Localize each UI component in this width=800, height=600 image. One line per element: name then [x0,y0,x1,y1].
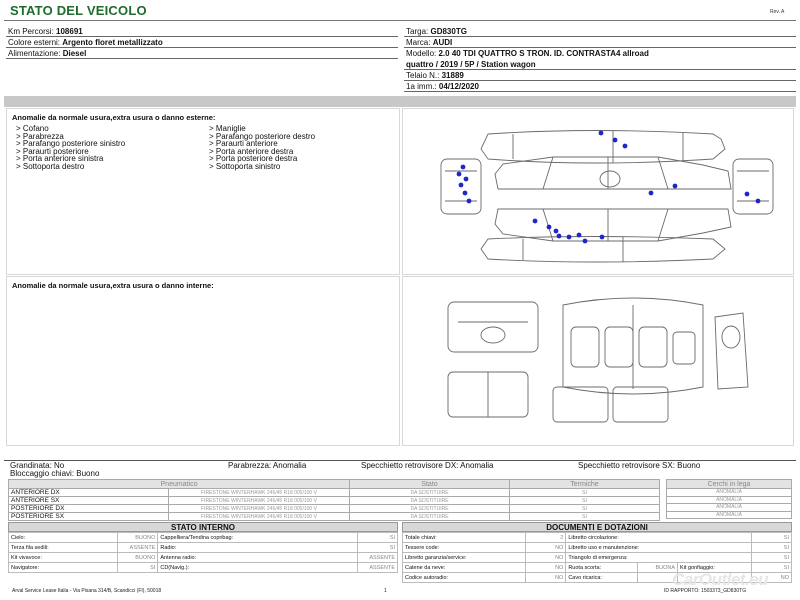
footer-page-number: 1 [384,588,387,594]
damage-item: > Sottoporta sinistro [209,161,281,171]
documenti-title: DOCUMENTI E DOTAZIONI [402,522,792,532]
external-damage-list-2 [209,125,399,170]
table-row [9,563,398,573]
cell-label: Totale chiavi: [403,533,526,543]
damage-item: > Sottoporta destro [16,161,85,171]
title-divider [4,20,796,21]
specchietto-sx-text: Specchietto retrovisore SX: Buono [578,461,701,470]
section-separator-bar [4,96,796,107]
tires-header-row [9,480,660,489]
telaio-label: Telaio N.: [406,71,440,80]
immatricolazione-value: 04/12/2020 [438,82,479,91]
tire-stato: DA SOSTITUIRE [350,497,510,505]
damage-item: > Parafango posteriore destro [209,131,316,141]
table-row [9,505,660,513]
cell-value: NO [526,563,566,573]
marca-value: AUDI [432,38,453,47]
tire-model: FIRESTONE WINTERHAWK 245/45 R18 000/100 V [169,513,350,521]
colore-row [6,37,398,48]
modello-row-2 [404,59,796,70]
interior-console [715,313,748,389]
tires-header-pneumatico: Pneumatico [9,480,350,489]
specchietto-dx-text: Specchietto retrovisore DX: Anomalia [361,461,494,470]
table-row [667,496,792,504]
cell-value: 2 [526,533,566,543]
tires-table [8,479,660,521]
external-car-diagram-panel [402,108,794,275]
table-row [9,489,660,497]
cell-label: Antenna radio: [158,553,358,563]
targa-label: Targa: [406,27,429,36]
telaio-row [404,70,796,81]
damage-item: > Paraurti posteriore [16,146,89,156]
cell-value: SI [752,563,792,573]
cell-value: ASSENTE [118,543,158,553]
bloccaggio-text: Bloccaggio chiavi: Buono [10,469,100,478]
cell-label: Cappelliera/Tendina copribag: [158,533,358,543]
revision-label: Rev. A [770,9,785,15]
cell-label: Kit vivavoce: [9,553,118,563]
modello-label: Modello: [406,49,437,58]
immatricolazione-label: 1a imm.: [406,82,437,91]
marca-label: Marca: [406,38,431,47]
table-row [9,553,398,563]
cell-value: SI [118,563,158,573]
colore-value: Argento floret metallizzato [62,38,163,47]
stato-interno-table [8,532,398,573]
tire-position: ANTERIORE DX [9,489,169,497]
damage-item: > Cofano [16,124,49,133]
stato-interno-title: STATO INTERNO [8,522,398,532]
table-row [9,543,398,553]
cerchi-value: ANOMALIA [667,489,792,497]
cell-label: Ruota scorta: [566,563,638,573]
table-row [9,497,660,505]
cerchi-table [666,479,792,519]
alimentazione-value: Diesel [62,49,87,58]
cell-value: NO [752,573,792,583]
damage-markers [403,109,795,276]
cell-label: CD(Navig.): [158,563,358,573]
cell-label: Cavo ricarica: [566,573,638,583]
cell-label: Terza fila sedili: [9,543,118,553]
cell-value: BUONO [118,553,158,563]
footer-company: Arval Service Lease Italia - Via Pisana 314/B, Scandicci (FI), 50018 [12,588,162,594]
tires-header-termiche: Termiche [510,480,660,489]
cell-value: ASSENTE [358,563,398,573]
cell-label: Libretto uso e manutenzione: [566,543,752,553]
cell-label: Triangolo di emergenza: [566,553,752,563]
tire-termiche: SI [510,513,660,521]
cell-label: Radio: [158,543,358,553]
damage-item: > Maniglie [209,124,246,133]
table-row [667,489,792,497]
footer-report-id: ID RAPPORTO: 1503373_GD830TG [664,588,747,594]
cell-value: NO [526,543,566,553]
cell-label: Libretto garanzia/service: [403,553,526,563]
cell-value: NO [526,553,566,563]
table-row [403,553,792,563]
colore-label: Colore esterni: [8,38,61,47]
damage-item: > Porta anteriore sinistra [16,154,104,163]
cell-label: Tessere code: [403,543,526,553]
tire-termiche: SI [510,489,660,497]
tire-position: ANTERIORE SX [9,497,169,505]
cerchi-value: ANOMALIA [667,504,792,512]
tire-model: FIRESTONE WINTERHAWK 245/45 R18 000/100 V [169,497,350,505]
cell-value: BUONA [638,563,678,573]
grandinata-text: Grandinata: No [10,461,65,470]
table-row [403,533,792,543]
tire-stato: DA SOSTITUIRE [350,513,510,521]
vehicle-info-left [6,26,398,59]
damage-item: > Parabrezza [16,131,64,141]
damage-item: > Porta anteriore destra [209,146,294,156]
cell-label: Catene da neve: [403,563,526,573]
damage-item: > Porta posteriore destra [209,154,298,163]
marca-row [404,37,796,48]
table-row [9,513,660,521]
damage-item: > Parafango posteriore sinistro [16,139,126,148]
alimentazione-row [6,48,398,59]
internal-damage-title: Anomalie da normale usura,extra usura o danno interne: [12,281,214,290]
km-label: Km Percorsi: [8,27,54,36]
cell-value: SI [752,533,792,543]
internal-damage-panel [6,276,400,446]
cell-label: Cielo: [9,533,118,543]
immatricolazione-row [404,81,796,92]
cell-value: SI [358,543,398,553]
parabrezza-text: Parabrezza: Anomalia [228,461,307,470]
cell-label: Navigatore: [9,563,118,573]
alimentazione-label: Alimentazione: [8,49,61,58]
tire-model: FIRESTONE WINTERHAWK 245/45 R18 000/100 V [169,489,350,497]
targa-value: GD830TG [430,27,467,36]
cell-value: ASSENTE [358,553,398,563]
external-damage-list-1 [16,125,206,170]
cell-value: SI [752,553,792,563]
car-interior-diagram [403,277,795,447]
cerchi-value: ANOMALIA [667,511,792,519]
km-value: 108691 [56,27,83,36]
tire-position: POSTERIORE DX [9,505,169,513]
modello-value-1: 2.0 40 TDI QUATTRO S TRON. ID. CONTRASTA4 allroad [438,49,649,58]
watermark-logo: CarOutlet.eu [672,570,769,589]
table-row [667,504,792,512]
damage-item: > Paraurti anteriore [209,139,278,148]
cell-value: BUONO [118,533,158,543]
tire-position: POSTERIORE SX [9,513,169,521]
tires-header-stato: Stato [350,480,510,489]
cerchi-header: Cerchi in lega [667,480,792,489]
cell-label: Libretto circolazione: [566,533,752,543]
cell-label: Codice autoradio: [403,573,526,583]
cell-label: Kit gonfiaggio: [678,563,752,573]
tire-termiche: SI [510,497,660,505]
modello-row [404,48,796,59]
cell-value: NO [526,573,566,583]
external-damage-title: Anomalie da normale usura,extra usura o danno esterne: [12,113,216,122]
table-row [667,511,792,519]
vehicle-info-right [404,26,796,92]
telaio-value: 31889 [441,71,464,80]
tire-stato: DA SOSTITUIRE [350,505,510,513]
targa-row [404,26,796,37]
tire-model: FIRESTONE WINTERHAWK 245/45 R18 000/100 V [169,505,350,513]
external-damage-panel [6,108,400,275]
km-row [6,26,398,37]
cell-value: SI [752,543,792,553]
page-title: STATO DEL VEICOLO [10,3,147,18]
cerchi-value: ANOMALIA [667,496,792,504]
modello-value-2: quattro / 2019 / 5P / Station wagon [406,60,536,69]
tire-termiche: SI [510,505,660,513]
tire-stato: DA SOSTITUIRE [350,489,510,497]
cerchi-header-row [667,480,792,489]
stato-interno-section [8,522,398,573]
cell-value: SI [358,533,398,543]
table-row [403,543,792,553]
table-row [9,533,398,543]
interior-diagram-panel [402,276,794,446]
